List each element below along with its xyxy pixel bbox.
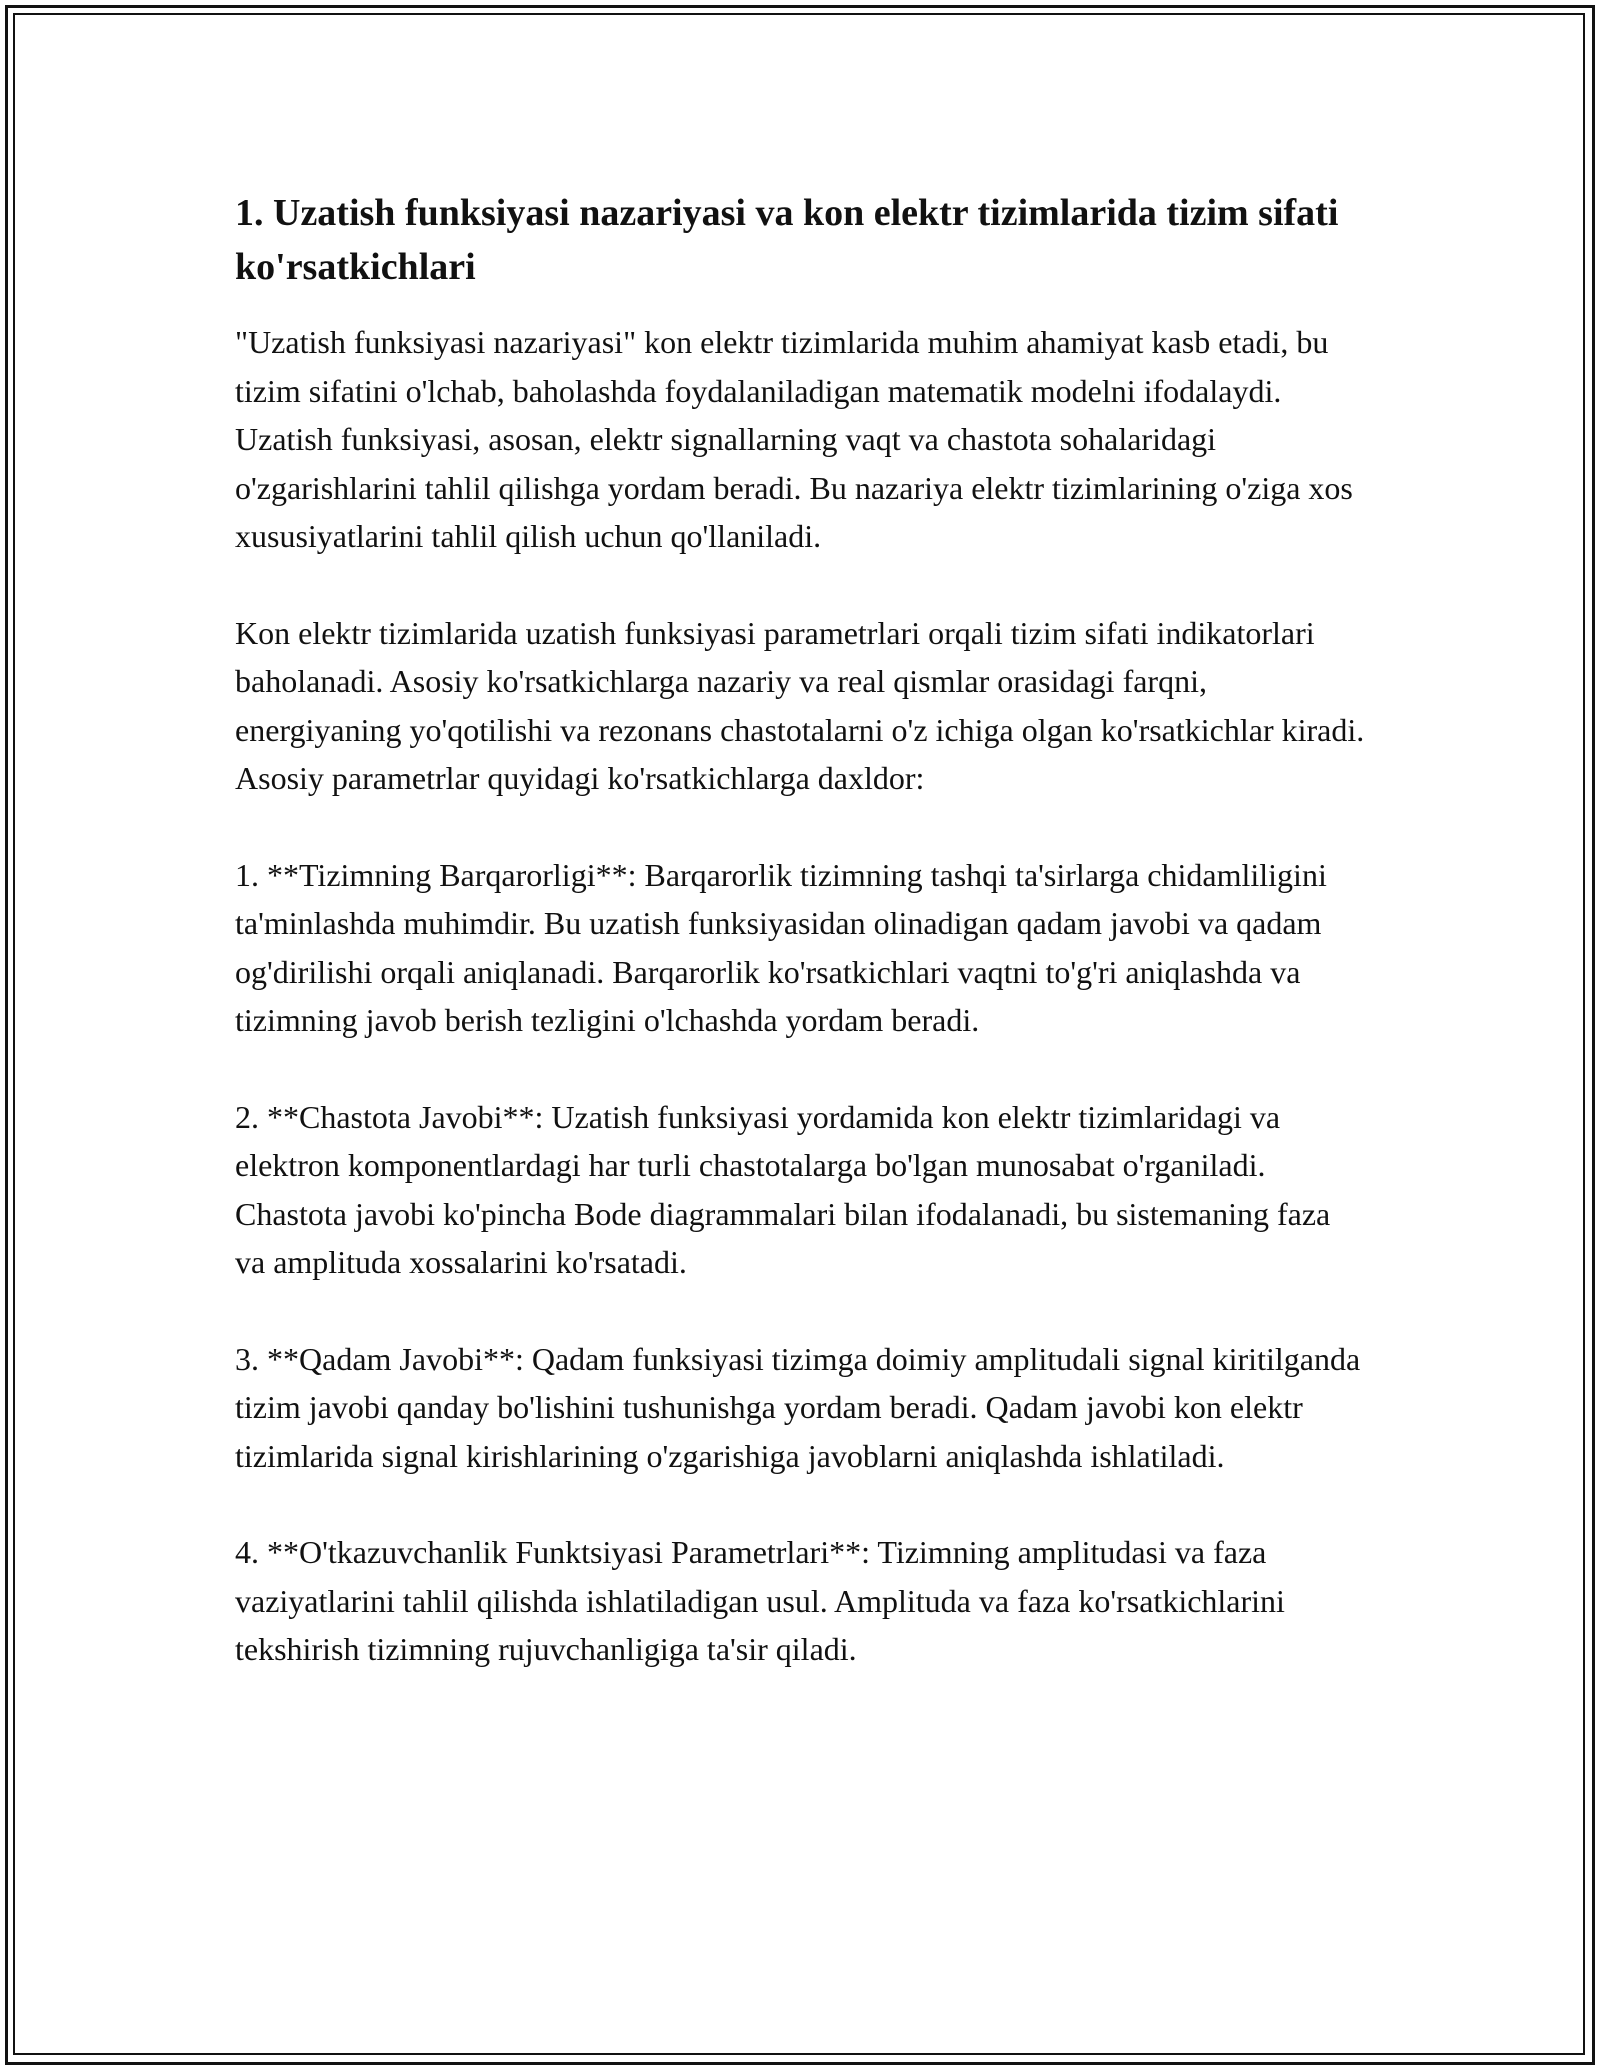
paragraph-intro: "Uzatish funksiyasi nazariyasi" kon elektr tizimlarida muhim ahamiyat kasb etadi, bu tizim sifatini o'lchab, baholashda foydalaniladigan matematik modelni ifodalaydi. Uzatish funksiyasi, asosan, elektr signallarning vaqt va chastota sohalaridagi o'zgarishlarini tahlil qilishga yordam beradi. Bu nazariya elektr tizimlarining o'ziga xos xususiyatlarini tahlil qilish uchun qo'llaniladi. <box>235 324 1353 554</box>
paragraph-item-frequency-response: 2. **Chastota Javobi**: Uzatish funksiyasi yordamida kon elektr tizimlaridagi va elektron komponentlardagi har turli chastotalarga bo'lgan munosabat o'rganiladi. Chastota javobi ko'pincha Bode diagrammalari bilan ifodalanadi, bu sistemaning faza va amplituda xossalarini ko'rsatadi. <box>235 1098 1331 1280</box>
section-title: 1. Uzatish funksiyasi nazariyasi va kon elektr tizimlarida tizim sifati ko'rsatkichlari <box>235 192 1339 288</box>
paragraph-item-stability: 1. **Tizimning Barqarorligi**: Barqarorlik tizimning tashqi ta'sirlarga chidamliligini ta'minlashda muhimdir. Bu uzatish funksiyasidan olinadigan qadam javobi va qadam og'dirilishi orqali aniqlanadi. Barqarorlik ko'rsatkichlari vaqtni to'g'ri aniqlashda va tizimning javob berish tezligini o'lchashda yordam beradi. <box>235 856 1327 1038</box>
document-body <box>235 186 1365 1722</box>
paragraph-indicators: Kon elektr tizimlarida uzatish funksiyasi parametrlari orqali tizim sifati indikatorlari baholanadi. Asosiy ko'rsatkichlarga nazariy va real qismlar orasidagi farqni, energiyaning yo'qotilishi va rezonans chastotalarni o'z ichiga olgan ko'rsatkichlar kiradi. Asosiy parametrlar quyidagi ko'rsatkichlarga daxldor: <box>235 614 1365 796</box>
paragraph-item-transfer-parameters: 4. **O'tkazuvchanlik Funktsiyasi Parametrlari**: Tizimning amplitudasi va faza vaziyatlarini tahlil qilishda ishlatiladigan usul. Amplituda va faza ko'rsatkichlarini tekshirish tizimning rujuvchanligiga ta'sir qiladi. <box>235 1534 1285 1667</box>
paragraph-item-step-response: 3. **Qadam Javobi**: Qadam funksiyasi tizimga doimiy amplitudali signal kiritilganda tizim javobi qanday bo'lishini tushunishga yordam beradi. Qadam javobi kon elektr tizimlarida signal kirishlarining o'zgarishiga javoblarni aniqlashda ishlatiladi. <box>235 1340 1361 1474</box>
